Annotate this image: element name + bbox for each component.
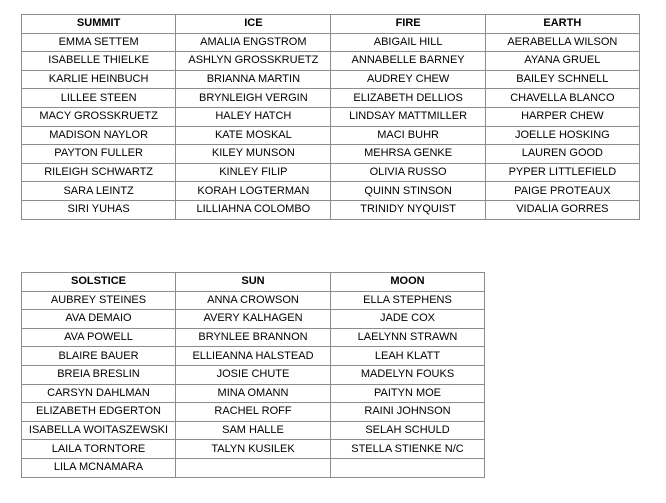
table-cell: ELIZABETH DELLIOS xyxy=(331,89,485,108)
table-cell: BRYNLEE BRANNON xyxy=(176,328,331,347)
table-row xyxy=(22,52,640,71)
table-row xyxy=(22,33,640,52)
table-cell: MINA OMANN xyxy=(176,384,331,403)
table-cell: LILA MCNAMARA xyxy=(22,458,176,477)
table-cell: JOELLE HOSKING xyxy=(485,126,639,145)
table-cell: VIDALIA GORRES xyxy=(485,200,639,219)
table-cell: ABIGAIL HILL xyxy=(331,33,485,52)
table-cell: AERABELLA WILSON xyxy=(485,33,639,52)
table-cell: ISABELLE THIELKE xyxy=(22,52,176,71)
table-cell: ASHLYN GROSSKRUETZ xyxy=(176,52,331,71)
table-cell: LEAH KLATT xyxy=(331,347,485,366)
table-cell: MADISON NAYLOR xyxy=(22,126,176,145)
table-cell: HARPER CHEW xyxy=(485,107,639,126)
table-cell: TALYN KUSILEK xyxy=(176,440,331,459)
table-cell: AUBREY STEINES xyxy=(22,291,176,310)
table-cell: AUDREY CHEW xyxy=(331,70,485,89)
table-cell: OLIVIA RUSSO xyxy=(331,163,485,182)
table-cell: KARLIE HEINBUCH xyxy=(22,70,176,89)
table-cell: TRINIDY NYQUIST xyxy=(331,200,485,219)
column-header-solstice: SOLSTICE xyxy=(22,273,176,292)
table-cell: AMALIA ENGSTROM xyxy=(176,33,331,52)
table-cell: MACI BUHR xyxy=(331,126,485,145)
table-cell: PAIGE PROTEAUX xyxy=(485,182,639,201)
table-cell: ANNABELLE BARNEY xyxy=(331,52,485,71)
table-row xyxy=(22,291,485,310)
table-row xyxy=(22,403,485,422)
table-cell: AVA POWELL xyxy=(22,328,176,347)
table-cell xyxy=(176,458,331,477)
table-cell: JOSIE CHUTE xyxy=(176,365,331,384)
column-header-fire: FIRE xyxy=(331,15,485,34)
table-cell: ISABELLA WOITASZEWSKI xyxy=(22,421,176,440)
table-row xyxy=(22,70,640,89)
table-cell: LINDSAY MATTMILLER xyxy=(331,107,485,126)
table-cell: PAITYN MOE xyxy=(331,384,485,403)
table-cell: RILEIGH SCHWARTZ xyxy=(22,163,176,182)
column-header-sun: SUN xyxy=(176,273,331,292)
table-row xyxy=(22,347,485,366)
table-cell: KINLEY FILIP xyxy=(176,163,331,182)
table-cell: PYPER LITTLEFIELD xyxy=(485,163,639,182)
table-cell: MADELYN FOUKS xyxy=(331,365,485,384)
table-row xyxy=(22,440,485,459)
table-row xyxy=(22,89,640,108)
table-row xyxy=(22,310,485,329)
table-row xyxy=(22,145,640,164)
table-cell: QUINN STINSON xyxy=(331,182,485,201)
table-cell: AYANA GRUEL xyxy=(485,52,639,71)
header-row xyxy=(22,273,485,292)
table-row xyxy=(22,126,640,145)
header-row xyxy=(22,15,640,34)
table-cell: ELLA STEPHENS xyxy=(331,291,485,310)
table-cell: BRIANNA MARTIN xyxy=(176,70,331,89)
table-cell: LILLIAHNA COLOMBO xyxy=(176,200,331,219)
table-body xyxy=(22,291,485,477)
table-cell: BLAIRE BAUER xyxy=(22,347,176,366)
table-cell: KORAH LOGTERMAN xyxy=(176,182,331,201)
table-row xyxy=(22,163,640,182)
table-row xyxy=(22,200,640,219)
table-header xyxy=(22,15,640,34)
table-row xyxy=(22,107,640,126)
table-cell: PAYTON FULLER xyxy=(22,145,176,164)
table-cell: ANNA CROWSON xyxy=(176,291,331,310)
table-cell: EMMA SETTEM xyxy=(22,33,176,52)
table-cell: BREIA BRESLIN xyxy=(22,365,176,384)
table-row xyxy=(22,365,485,384)
table-cell: AVA DEMAIO xyxy=(22,310,176,329)
table-row xyxy=(22,182,640,201)
table-cell: KATE MOSKAL xyxy=(176,126,331,145)
table-cell: CARSYN DAHLMAN xyxy=(22,384,176,403)
table-cell: HALEY HATCH xyxy=(176,107,331,126)
table-cell: MEHRSA GENKE xyxy=(331,145,485,164)
table-cell: ELLIEANNA HALSTEAD xyxy=(176,347,331,366)
table-cell: AVERY KALHAGEN xyxy=(176,310,331,329)
table-cell: LAELYNN STRAWN xyxy=(331,328,485,347)
table-cell: SELAH SCHULD xyxy=(331,421,485,440)
table-cell: LAUREN GOOD xyxy=(485,145,639,164)
table-cell: LAILA TORNTORE xyxy=(22,440,176,459)
table-row xyxy=(22,458,485,477)
table-cell: SAM HALLE xyxy=(176,421,331,440)
table-cell: SIRI YUHAS xyxy=(22,200,176,219)
column-header-earth: EARTH xyxy=(485,15,639,34)
table-cell: RAINI JOHNSON xyxy=(331,403,485,422)
table-cell: JADE COX xyxy=(331,310,485,329)
table-cell: BAILEY SCHNELL xyxy=(485,70,639,89)
table-header xyxy=(22,273,485,292)
table-cell xyxy=(331,458,485,477)
table-cell: RACHEL ROFF xyxy=(176,403,331,422)
column-header-moon: MOON xyxy=(331,273,485,292)
table-cell: BRYNLEIGH VERGIN xyxy=(176,89,331,108)
table-body xyxy=(22,33,640,219)
table-cell: MACY GROSSKRUETZ xyxy=(22,107,176,126)
table-cell: STELLA STIENKE N/C xyxy=(331,440,485,459)
table-row xyxy=(22,384,485,403)
team-roster-table-top xyxy=(21,14,640,220)
table-cell: LILLEE STEEN xyxy=(22,89,176,108)
table-cell: CHAVELLA BLANCO xyxy=(485,89,639,108)
table-cell: ELIZABETH EDGERTON xyxy=(22,403,176,422)
table-cell: KILEY MUNSON xyxy=(176,145,331,164)
column-header-summit: SUMMIT xyxy=(22,15,176,34)
table-row xyxy=(22,421,485,440)
team-roster-table-bottom xyxy=(21,272,485,478)
column-header-ice: ICE xyxy=(176,15,331,34)
table-cell: SARA LEINTZ xyxy=(22,182,176,201)
table-row xyxy=(22,328,485,347)
